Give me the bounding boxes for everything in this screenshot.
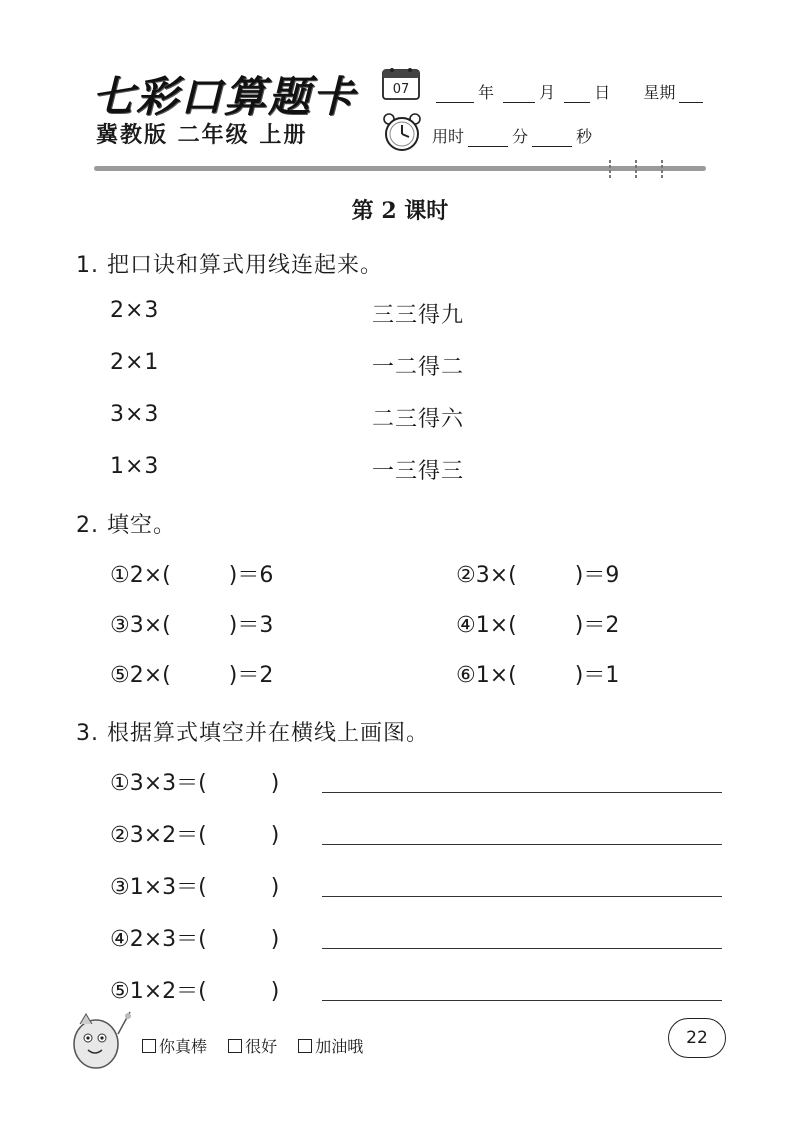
day-label: 日 [594, 83, 611, 102]
q2-fill-item: ③3×( )＝3 [110, 613, 274, 638]
lesson-title: 第 2 课时 [351, 198, 449, 224]
drawing-line[interactable] [322, 948, 722, 949]
page-number: 22 [668, 1018, 726, 1058]
q3-fill-item: ①3×3＝( ) [110, 771, 280, 796]
question-2-heading: 2. 填空。 [76, 513, 176, 538]
q1-rhyme[interactable]: 一三得三 [372, 459, 465, 484]
rating-option[interactable]: 加油哦 [298, 1037, 363, 1056]
q1-rhyme[interactable]: 一二得二 [372, 355, 465, 380]
q2-fill-item: ②3×( )＝9 [456, 563, 620, 588]
minute-label: 分 [512, 127, 529, 146]
q1-expression[interactable]: 2×3 [110, 298, 160, 323]
q3-fill-item: ④2×3＝( ) [110, 927, 280, 952]
q1-expression[interactable]: 3×3 [110, 402, 160, 427]
binder-pin-icon [607, 160, 613, 178]
checkbox-icon[interactable] [298, 1039, 312, 1053]
clock-icon [382, 112, 422, 152]
rating-option[interactable]: 很好 [228, 1037, 277, 1056]
mascot-icon [66, 1004, 136, 1074]
minute-blank[interactable] [468, 130, 508, 147]
q2-fill-item: ①2×( )＝6 [110, 563, 274, 588]
question-3-heading: 3. 根据算式填空并在横线上画图。 [76, 721, 429, 746]
question-1-heading: 1. 把口诀和算式用线连起来。 [76, 253, 383, 278]
binder-pin-icon [633, 160, 639, 178]
q3-fill-item: ⑤1×2＝( ) [110, 979, 280, 1004]
time-used-label: 用时 [432, 127, 465, 146]
drawing-line[interactable] [322, 1000, 722, 1001]
q2-fill-item: ⑥1×( )＝1 [456, 663, 620, 688]
q2-fill-item: ⑤2×( )＝2 [110, 663, 274, 688]
year-label: 年 [478, 83, 495, 102]
header-divider [94, 166, 706, 171]
month-blank[interactable] [503, 86, 535, 103]
time-used-fields [432, 124, 592, 147]
drawing-line[interactable] [322, 844, 722, 845]
q1-rhyme[interactable]: 三三得九 [372, 303, 465, 328]
checkbox-icon[interactable] [142, 1039, 156, 1053]
q2-fill-item: ④1×( )＝2 [456, 613, 620, 638]
q1-rhyme[interactable]: 二三得六 [372, 407, 465, 432]
q1-expression[interactable]: 1×3 [110, 454, 160, 479]
day-blank[interactable] [564, 86, 590, 103]
second-label: 秒 [576, 127, 593, 146]
calendar-number: 07 [392, 82, 410, 97]
q3-fill-item: ②3×2＝( ) [110, 823, 280, 848]
date-fields [432, 80, 707, 103]
second-blank[interactable] [532, 130, 572, 147]
edition-subtitle: 冀教版 二年级 上册 [96, 123, 308, 148]
q1-expression[interactable]: 2×1 [110, 350, 160, 375]
calendar-icon [382, 66, 420, 100]
binder-pin-icon [659, 160, 665, 178]
weekday-label: 星期 [643, 83, 676, 102]
month-label: 月 [539, 83, 556, 102]
checkbox-icon[interactable] [228, 1039, 242, 1053]
rating-option[interactable]: 你真棒 [142, 1037, 207, 1056]
drawing-line[interactable] [322, 896, 722, 897]
year-blank[interactable] [436, 86, 474, 103]
brand-logo: 七彩口算题卡 [92, 72, 357, 121]
self-rating-options [142, 1034, 379, 1057]
q3-fill-item: ③1×3＝( ) [110, 875, 280, 900]
drawing-line[interactable] [322, 792, 722, 793]
weekday-blank[interactable] [679, 86, 703, 103]
